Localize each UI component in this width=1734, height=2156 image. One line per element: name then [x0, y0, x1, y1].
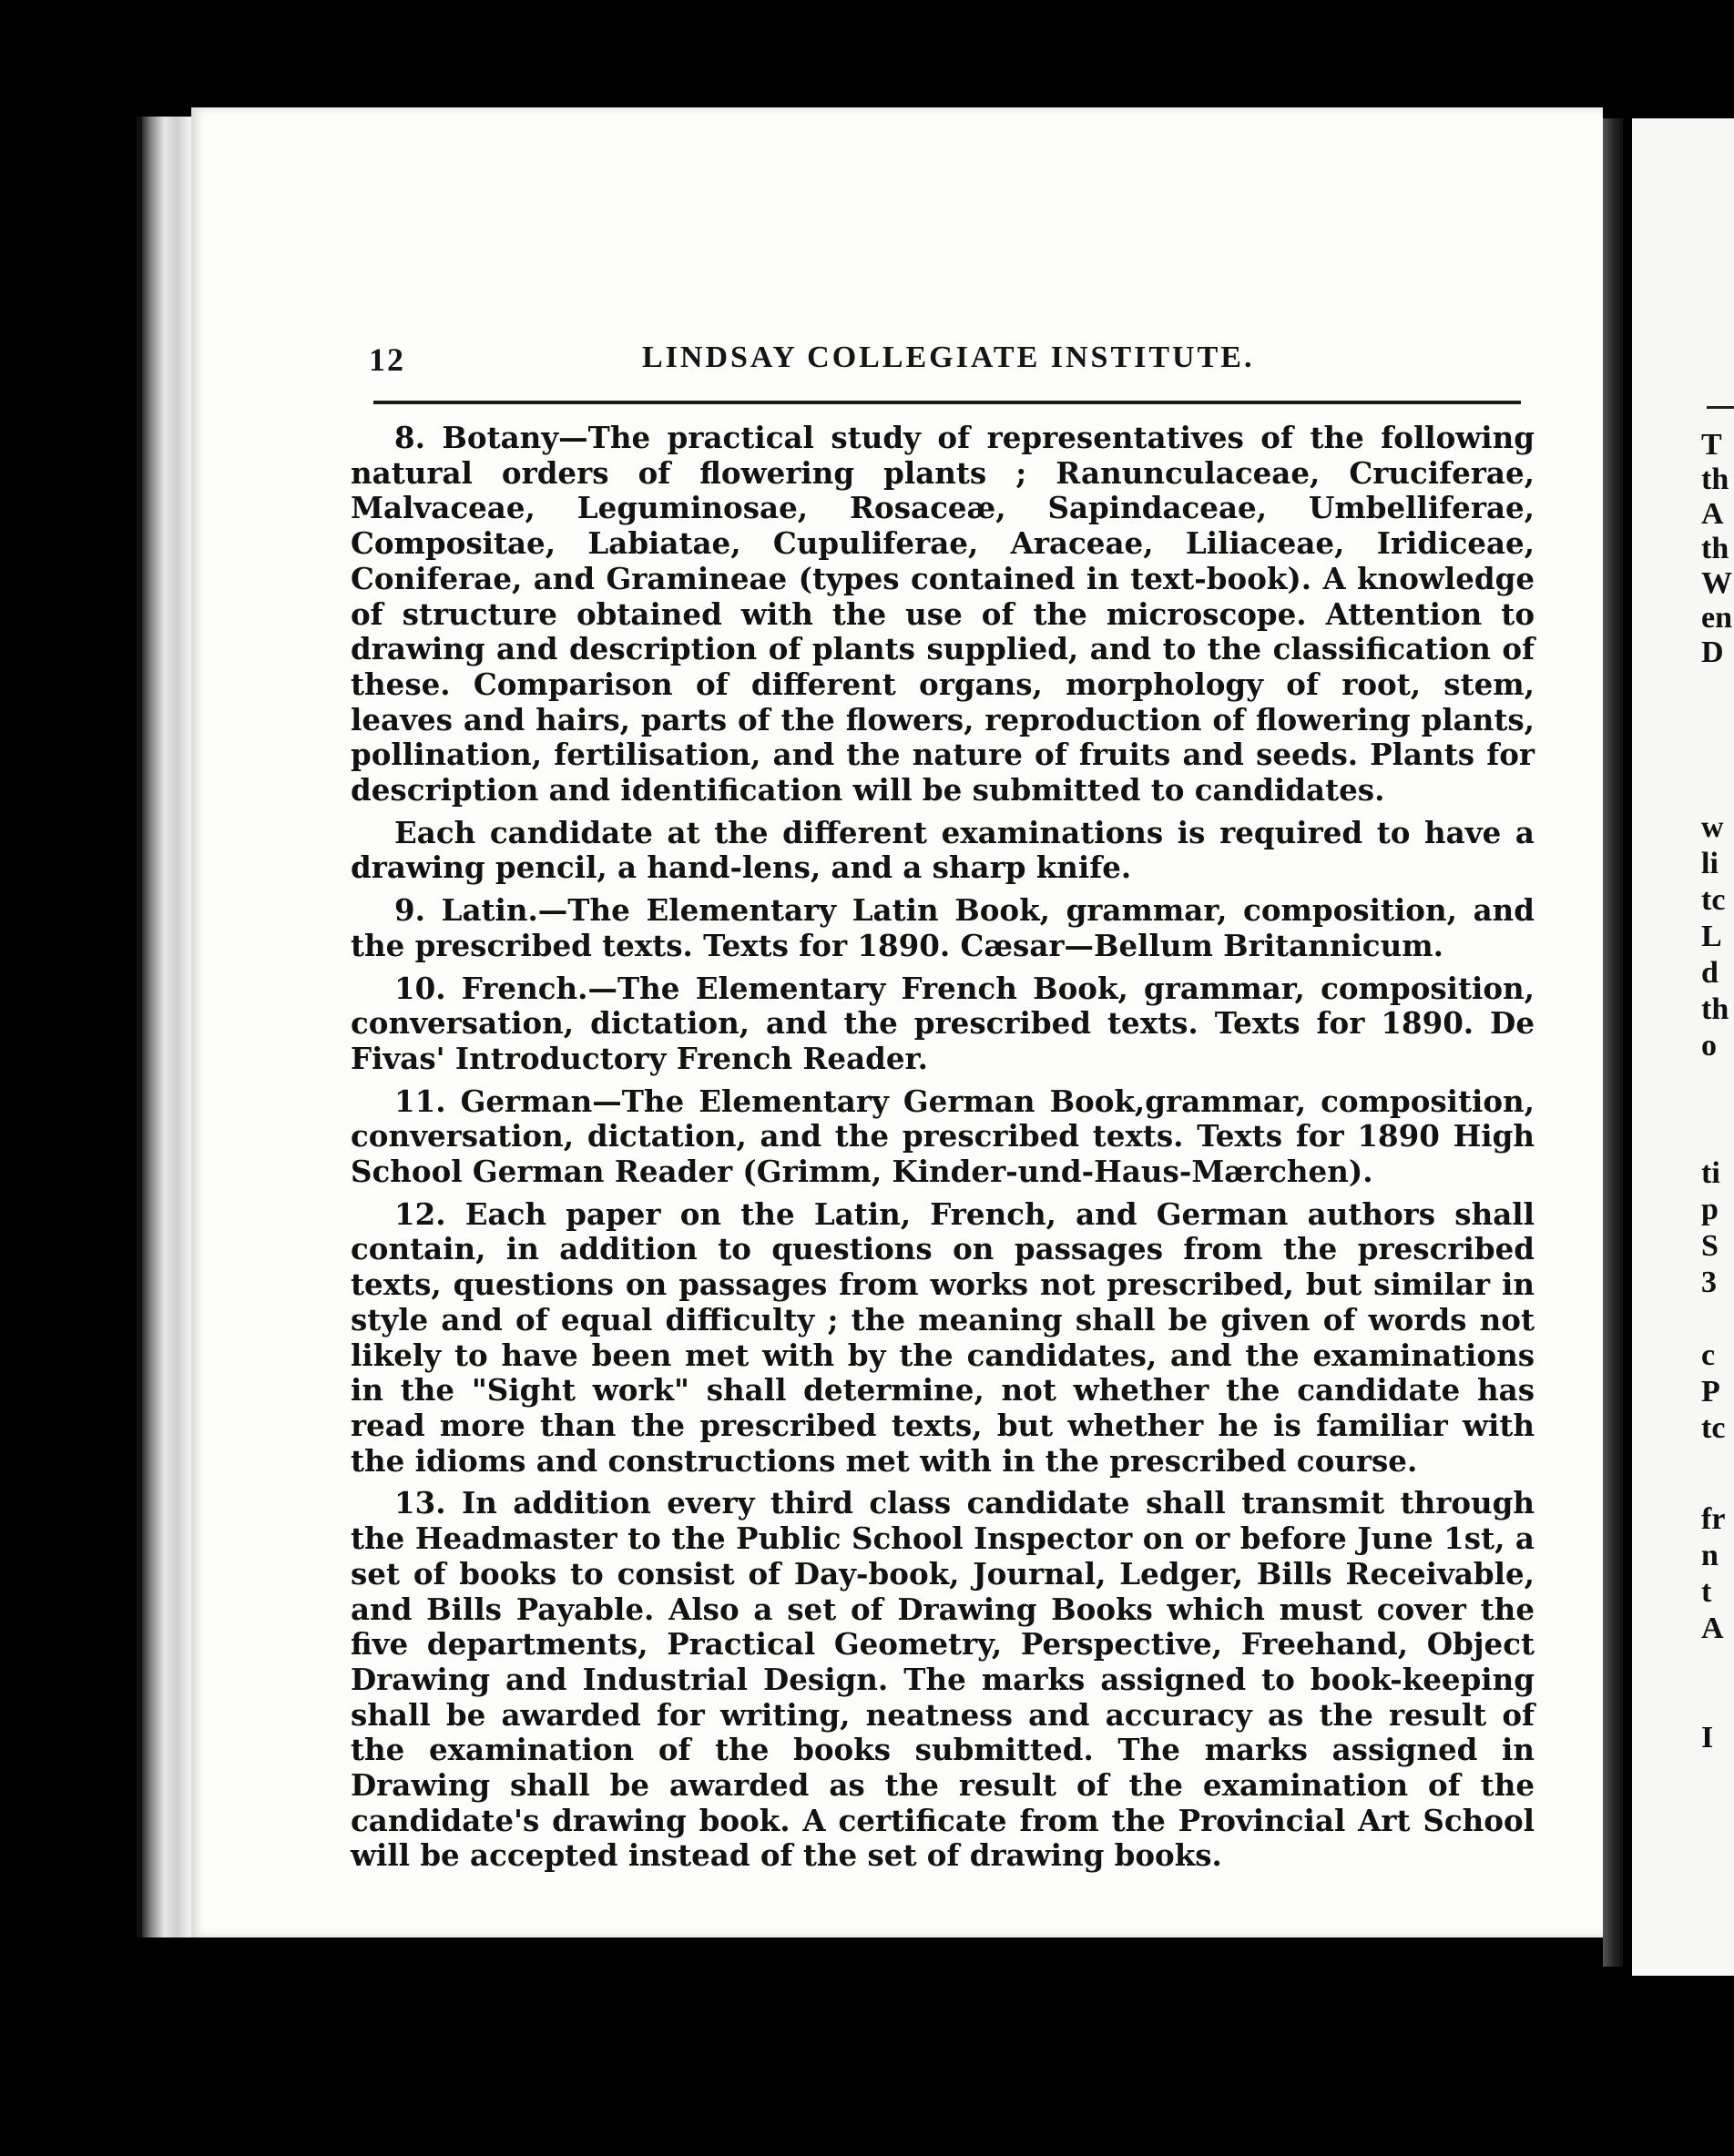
- paragraph-german: 11. German—The Elementary German Book,grammar, composition, conversation, dictation, and the prescribed texts. Texts for 1890 High School German Reader (Grimm, Kinder-und-Haus-Mærchen).: [351, 1083, 1535, 1190]
- facing-fragment: P: [1701, 1375, 1720, 1409]
- facing-fragment: ti: [1701, 1156, 1720, 1190]
- paragraph-language-papers: 12. Each paper on the Latin, French, and German authors shall contain, in addition to questions on passages from the prescribed texts, questions on passages from works not prescribed, but similar in style and of equal difficulty ; the meaning shall be given of words not likely to have been met with by the candidates, and the examinations in the "Sight work" shall determine, not whether the candidate has read more than the prescribed texts, but whether he is familiar with the idioms and constructions met with in the prescribed course.: [351, 1195, 1535, 1479]
- page-title: LINDSAY COLLEGIATE INSTITUTE.: [642, 341, 1255, 374]
- paragraph-candidate-equipment: Each candidate at the different examinations is required to have a drawing pencil, a hand-lens, and a sharp knife.: [351, 814, 1535, 886]
- page-number: 12: [369, 341, 405, 378]
- running-head: [369, 341, 1553, 395]
- facing-fragment: d: [1701, 956, 1719, 990]
- facing-fragment: D: [1701, 636, 1724, 669]
- facing-fragment: th: [1701, 532, 1729, 565]
- facing-fragment: th: [1701, 992, 1729, 1026]
- facing-fragment: tc: [1701, 883, 1726, 917]
- header-rule: [373, 401, 1521, 404]
- facing-fragment: li: [1701, 847, 1719, 880]
- facing-fragment: n: [1701, 1539, 1719, 1572]
- facing-fragment: L: [1701, 920, 1722, 953]
- facing-fragment: o: [1701, 1029, 1717, 1063]
- facing-fragment: t: [1701, 1575, 1712, 1609]
- facing-fragment: T: [1701, 428, 1722, 462]
- facing-fragment: c: [1701, 1338, 1716, 1372]
- facing-page: [1632, 118, 1734, 1976]
- facing-fragment: W: [1701, 566, 1732, 600]
- facing-fragment: I: [1701, 1721, 1714, 1754]
- facing-fragment: 3: [1701, 1266, 1717, 1299]
- facing-fragment: th: [1701, 463, 1729, 496]
- facing-fragment: w: [1701, 810, 1724, 844]
- page-body: [351, 421, 1535, 1881]
- facing-fragment: A: [1701, 497, 1724, 531]
- book-gutter: [1603, 118, 1623, 1967]
- facing-fragment: fr: [1701, 1502, 1726, 1536]
- facing-fragment: en: [1701, 601, 1732, 635]
- facing-fragment: p: [1701, 1193, 1719, 1226]
- paragraph-latin: 9. Latin.—The Elementary Latin Book, grammar, composition, and the prescribed texts. Texts for 1890. Cæsar—Bellum Britannicum.: [351, 892, 1535, 963]
- paragraph-botany: 8. Botany—The practical study of representatives of the following natural orders of flowering plants ; Ranunculaceae, Cruciferae, Malvaceae, Leguminosae, Rosaceæ, Sapindaceae, Umbelliferae, Compositae, Labiatae, Cupuliferae, Araceae, Liliaceae, Iridiceae, Coniferae, and Gramineae (types contained in text-book). A knowledge of structure obtained with the use of the microscope. Attention to drawing and description of plants supplied, and to the classification of these. Comparison of different organs, morphology of root, stem, leaves and hairs, parts of the flowers, reproduction of flowering plants, pollination, fertilisation, and the nature of fruits and seeds. Plants for description and identification will be submitted to candidates.: [351, 420, 1535, 808]
- paragraph-french: 10. French.—The Elementary French Book, grammar, composition, conversation, dictation, and the prescribed texts. Texts for 1890. De Fivas' Introductory French Reader.: [351, 970, 1535, 1076]
- facing-page-rule: [1707, 406, 1734, 409]
- facing-fragment: A: [1701, 1612, 1724, 1645]
- facing-fragment: tc: [1701, 1411, 1726, 1445]
- paragraph-books-and-drawing: 13. In addition every third class candidate shall transmit through the Headmaster to the Public School Inspector on or before June 1st, a set of books to consist of Day-book, Journal, Ledger, Bills Receivable, and Bills Payable. Also a set of Drawing Books which must cover the five departments, Practical Geometry, Perspective, Freehand, Object Drawing and Industrial Design. The marks assigned to book-keeping shall be awarded for writing, neatness and accuracy as the result of the examination of the books submitted. The marks assigned in Drawing shall be awarded as the result of the examination of the candidate's drawing book. A certificate from the Provincial Art School will be accepted instead of the set of drawing books.: [351, 1485, 1535, 1874]
- facing-fragment: S: [1701, 1229, 1719, 1263]
